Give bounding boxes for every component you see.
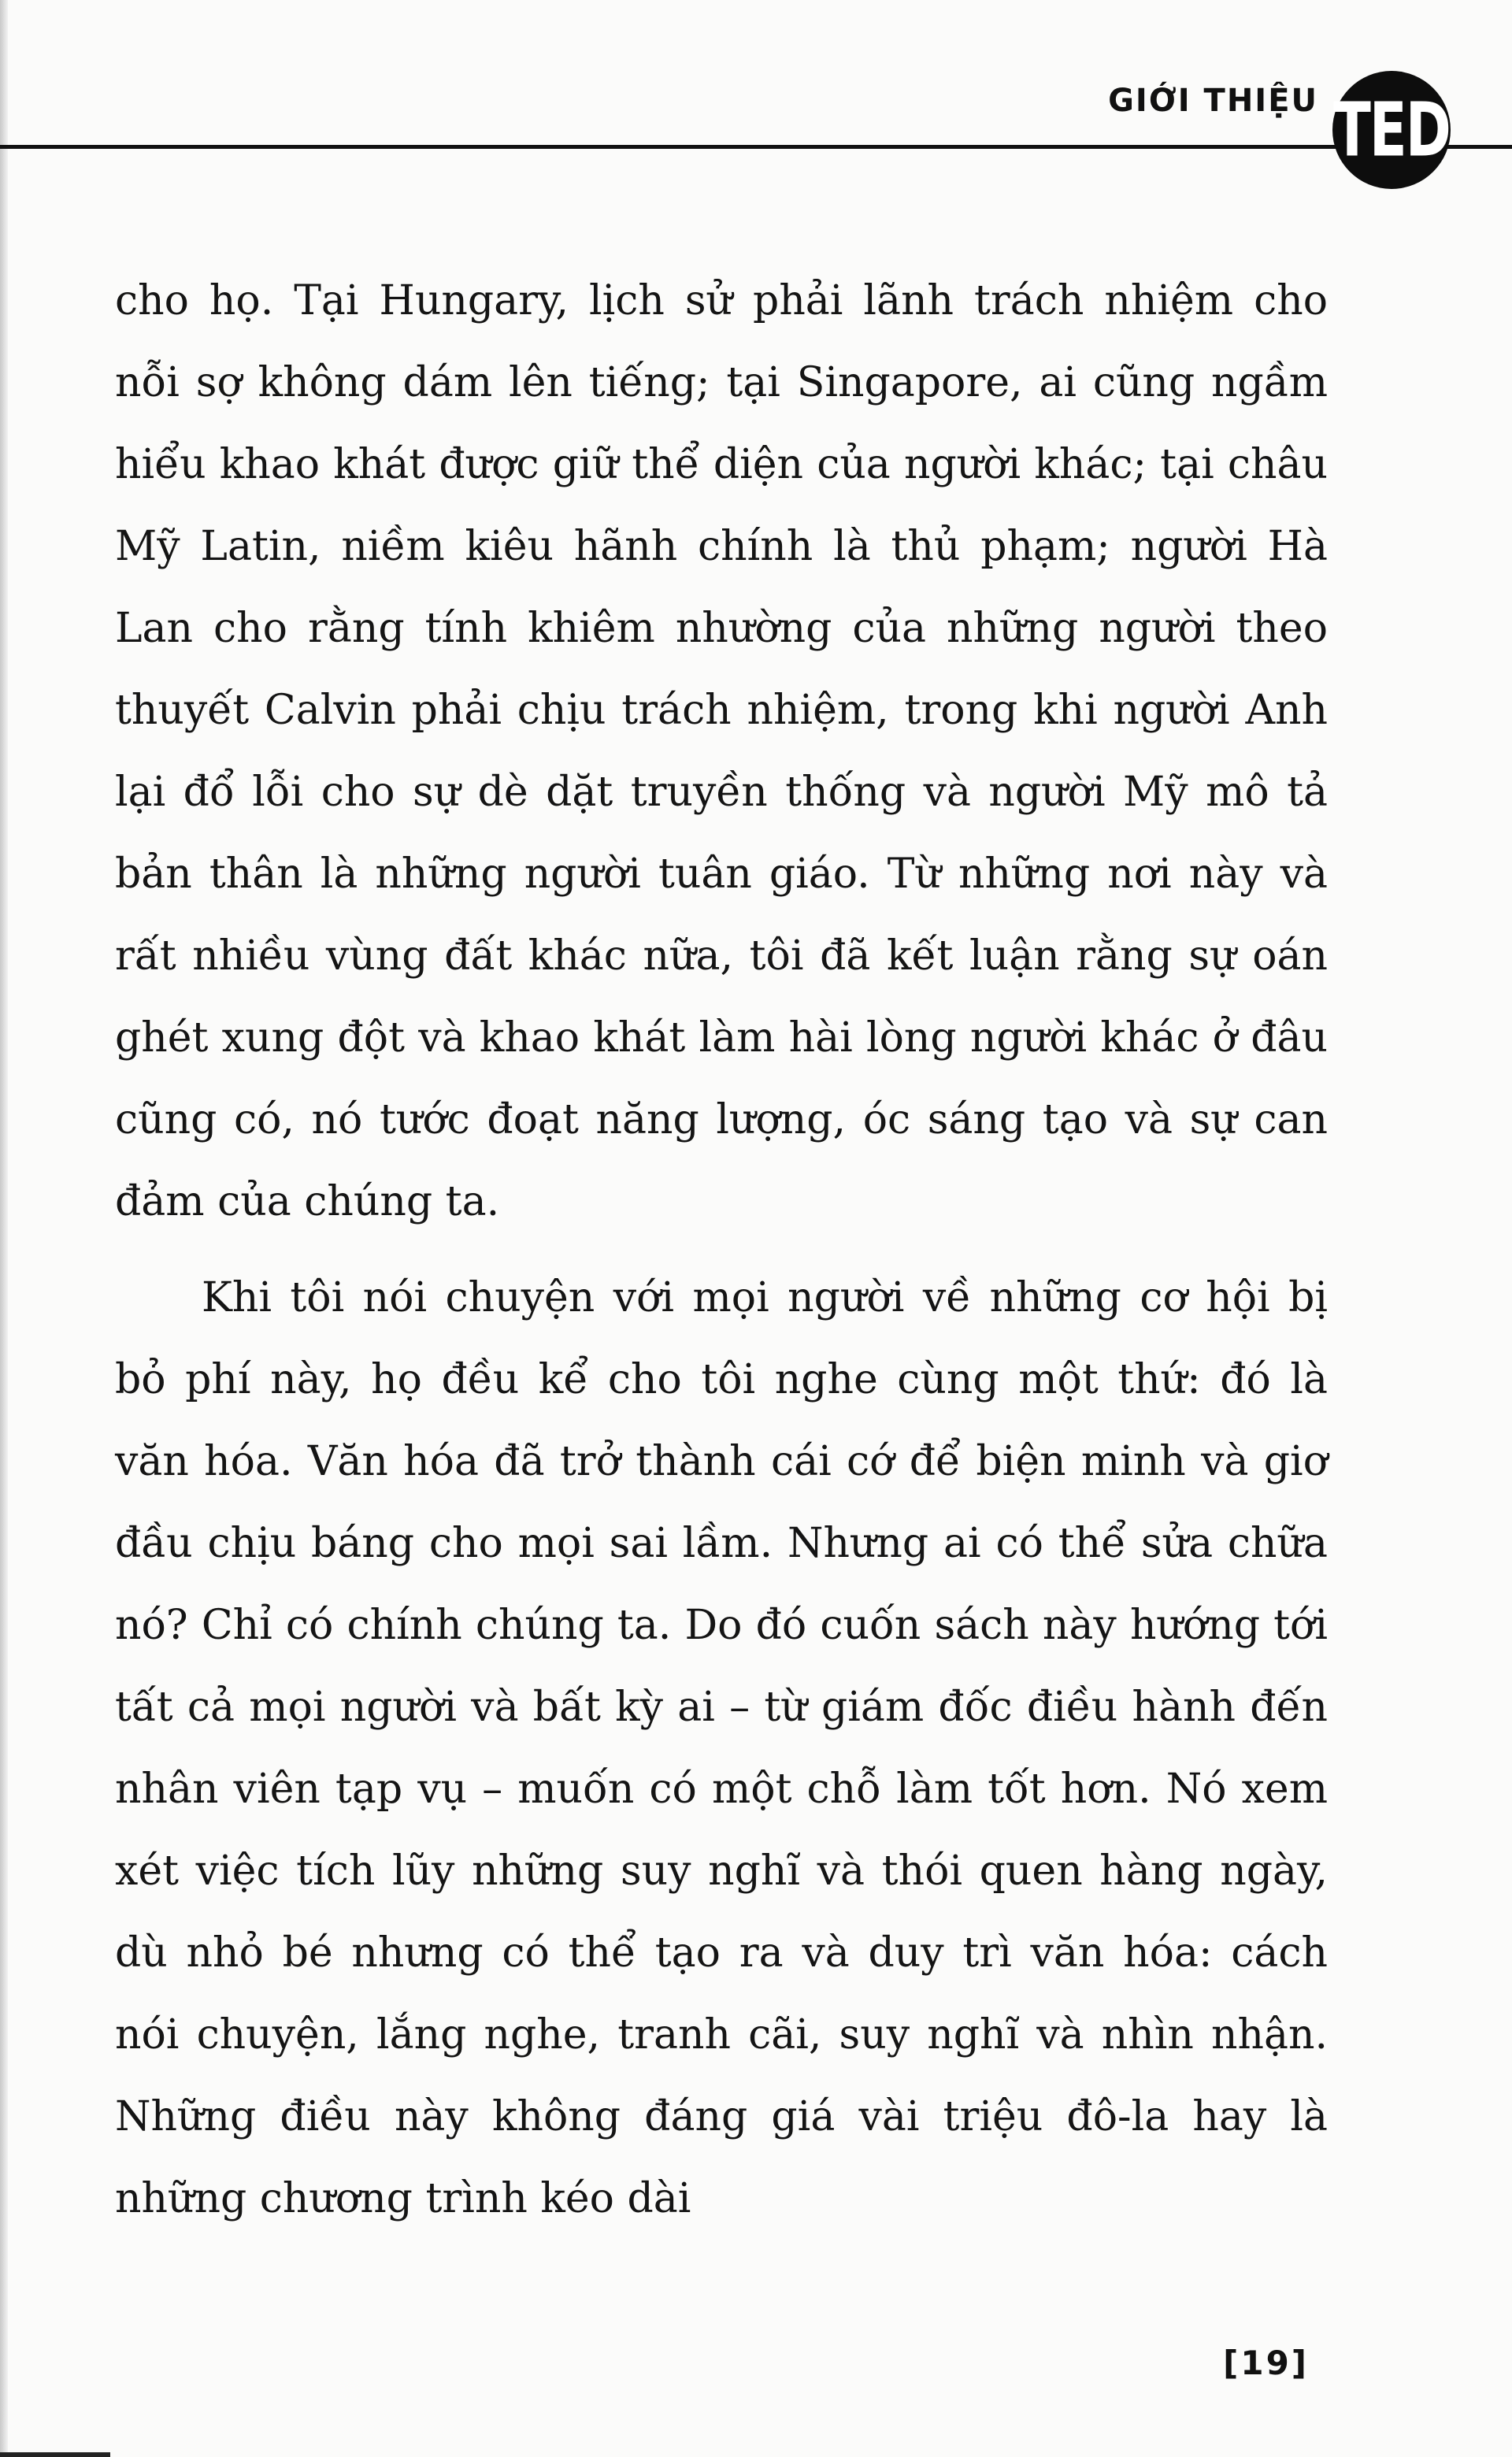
paragraph: cho họ. Tại Hungary, lịch sử phải lãnh trách nhiệm cho nỗi sợ không dám lên tiếng; tại Singapore, ai cũng ngầm hiểu khao khát được giữ thể diện của người khác; tại châu Mỹ Latin, niềm kiêu hãnh chính là thủ phạm; người Hà Lan cho rằng tính khiêm nhường của những người theo thuyết Calvin phải chịu trách nhiệm, trong khi người Anh lại đổ lỗi cho sự dè dặt truyền thống và người Mỹ mô tả bản thân là những người tuân giáo. Từ những nơi này và rất nhiều vùng đất khác nữa, tôi đã kết luận rằng sự oán ghét xung đột và khao khát làm hài lòng người khác ở đâu cũng có, nó tước đoạt năng lượng, óc sáng tạo và sự can đảm của chúng ta. — [115, 277, 1328, 1225]
page-bottom-edge — [0, 2452, 110, 2457]
page-number: [19] — [1223, 2344, 1309, 2382]
body-text — [115, 260, 1328, 2240]
section-title: GIỚI THIỆU — [1108, 83, 1318, 119]
page-binding-edge — [0, 0, 8, 2457]
ted-logo — [1332, 71, 1451, 189]
ted-logo-text: TED — [1333, 86, 1450, 174]
header-divider — [0, 145, 1512, 149]
paragraph: Khi tôi nói chuyện với mọi người về những cơ hội bị bỏ phí này, họ đều kể cho tôi nghe cùng một thứ: đó là văn hóa. Văn hóa đã trở thành cái cớ để biện minh và giơ đầu chịu báng cho mọi sai lầm. Nhưng ai có thể sửa chữa nó? Chỉ có chính chúng ta. Do đó cuốn sách này hướng tới tất cả mọi người và bất kỳ ai – từ giám đốc điều hành đến nhân viên tạp vụ – muốn có một chỗ làm tốt hơn. Nó xem xét việc tích lũy những suy nghĩ và thói quen hàng ngày, dù nhỏ bé nhưng có thể tạo ra và duy trì văn hóa: cách nói chuyện, lắng nghe, tranh cãi, suy nghĩ và nhìn nhận. Những điều này không đáng giá vài triệu đô-la hay là những chương trình kéo dài — [115, 1274, 1328, 2222]
